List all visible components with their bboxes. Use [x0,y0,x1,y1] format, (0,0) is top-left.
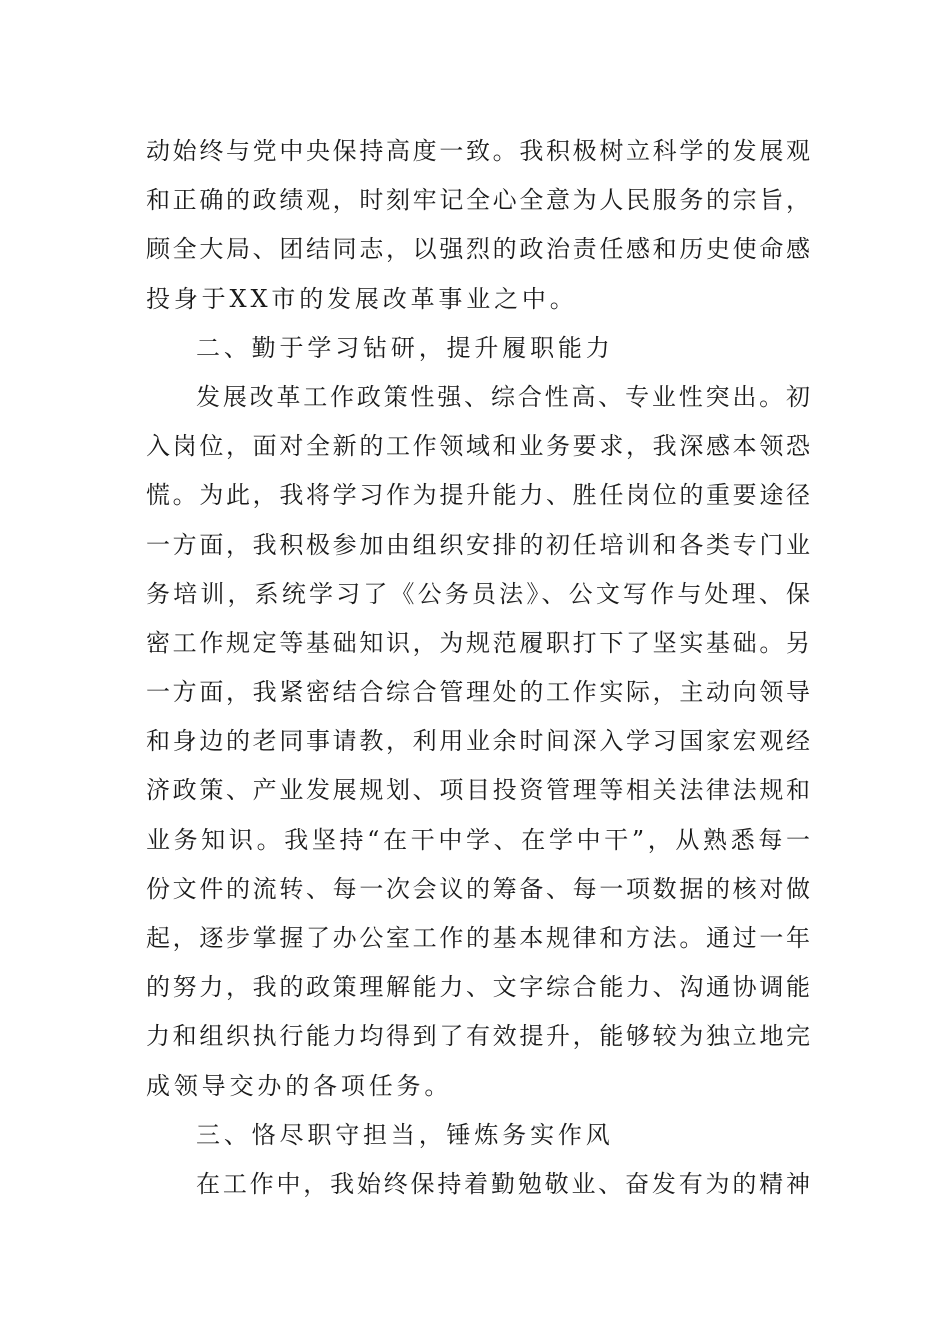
text-line: 在工作中，我始终保持着勤勉敬业、奋发有为的精神 [196,1169,810,1198]
text-line: 济政策、产业发展规划、项目投资管理等相关法律法规和 [146,776,810,805]
text-line: 起，逐步掌握了办公室工作的基本规律和方法。通过一年 [146,924,810,952]
text-line: 投身于XX市的发展改革事业之中。 [146,284,578,313]
document-body [146,127,810,1209]
text-line: 慌。为此，我将学习作为提升能力、胜任岗位的重要途径 [146,481,810,510]
text-line: 入岗位，面对全新的工作领域和业务要求，我深感本领恐 [146,432,810,461]
text-line: 份文件的流转、每一次会议的筹备、每一项数据的核对做 [146,874,810,903]
text-line: 和正确的政绩观，时刻牢记全心全意为人民服务的宗旨， [146,186,810,215]
text-line: 务培训，系统学习了《公务员法》、公文写作与处理、保 [146,579,810,608]
section-heading: 三、恪尽职守担当，锤炼务实作风 [196,1120,614,1149]
text-line: 力和组织执行能力均得到了有效提升，能够较为独立地完 [146,1022,810,1051]
text-line: 一方面，我积极参加由组织安排的初任培训和各类专门业 [146,530,810,559]
section-heading: 二、勤于学习钻研，提升履职能力 [196,333,614,362]
text-line: 发展改革工作政策性强、综合性高、专业性突出。初 [196,382,810,411]
text-line: 一方面，我紧密结合综合管理处的工作实际，主动向领导 [146,678,810,707]
text-line: 成领导交办的各项任务。 [146,1071,453,1100]
text-line: 和身边的老同事请教，利用业余时间深入学习国家宏观经 [146,727,810,756]
text-line: 动始终与党中央保持高度一致。我积极树立科学的发展观 [146,137,810,165]
text-line: 的努力，我的政策理解能力、文字综合能力、沟通协调能 [146,973,810,1002]
text-line: 顾全大局、团结同志，以强烈的政治责任感和历史使命感 [146,235,810,264]
text-line: 密工作规定等基础知识，为规范履职打下了坚实基础。另 [146,628,810,657]
text-line: 业务知识。我坚持“在干中学、在学中干”，从熟悉每一 [146,825,810,854]
